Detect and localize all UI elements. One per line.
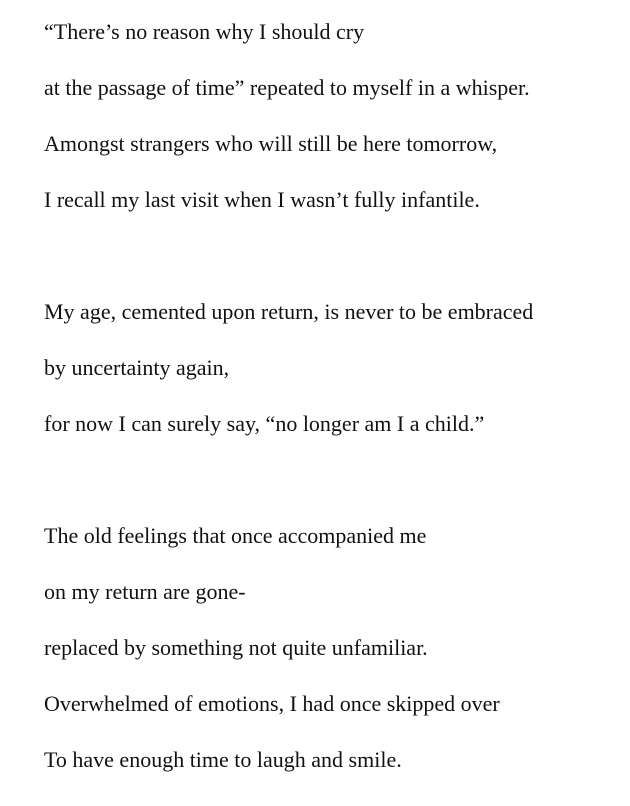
- poem-line: by uncertainty again,: [44, 355, 230, 380]
- poem-line: on my return are gone-: [44, 579, 246, 604]
- poem-line: replaced by something not quite unfamiliar.: [44, 635, 428, 660]
- poem-line: “There’s no reason why I should cry: [44, 19, 365, 44]
- poem-line: To have enough time to laugh and smile.: [44, 747, 402, 772]
- poem-line: Amongst strangers who will still be here tomorrow,: [44, 131, 498, 156]
- poem-line: at the passage of time” repeated to myself in a whisper.: [44, 75, 530, 100]
- stanza-break: [44, 242, 614, 298]
- poem-line: The old feelings that once accompanied me: [44, 523, 427, 548]
- stanza-1: [44, 18, 614, 242]
- poem-line: for now I can surely say, “no longer am I a child.”: [44, 411, 485, 436]
- stanza-3: [44, 522, 614, 802]
- poem-line: I recall my last visit when I wasn’t fully infantile.: [44, 187, 480, 212]
- stanza-2: [44, 298, 614, 466]
- poem-line: Overwhelmed of emotions, I had once skipped over: [44, 691, 500, 716]
- poem-line: My age, cemented upon return, is never to be embraced: [44, 299, 534, 324]
- stanza-break: [44, 466, 614, 522]
- poem: [44, 18, 614, 802]
